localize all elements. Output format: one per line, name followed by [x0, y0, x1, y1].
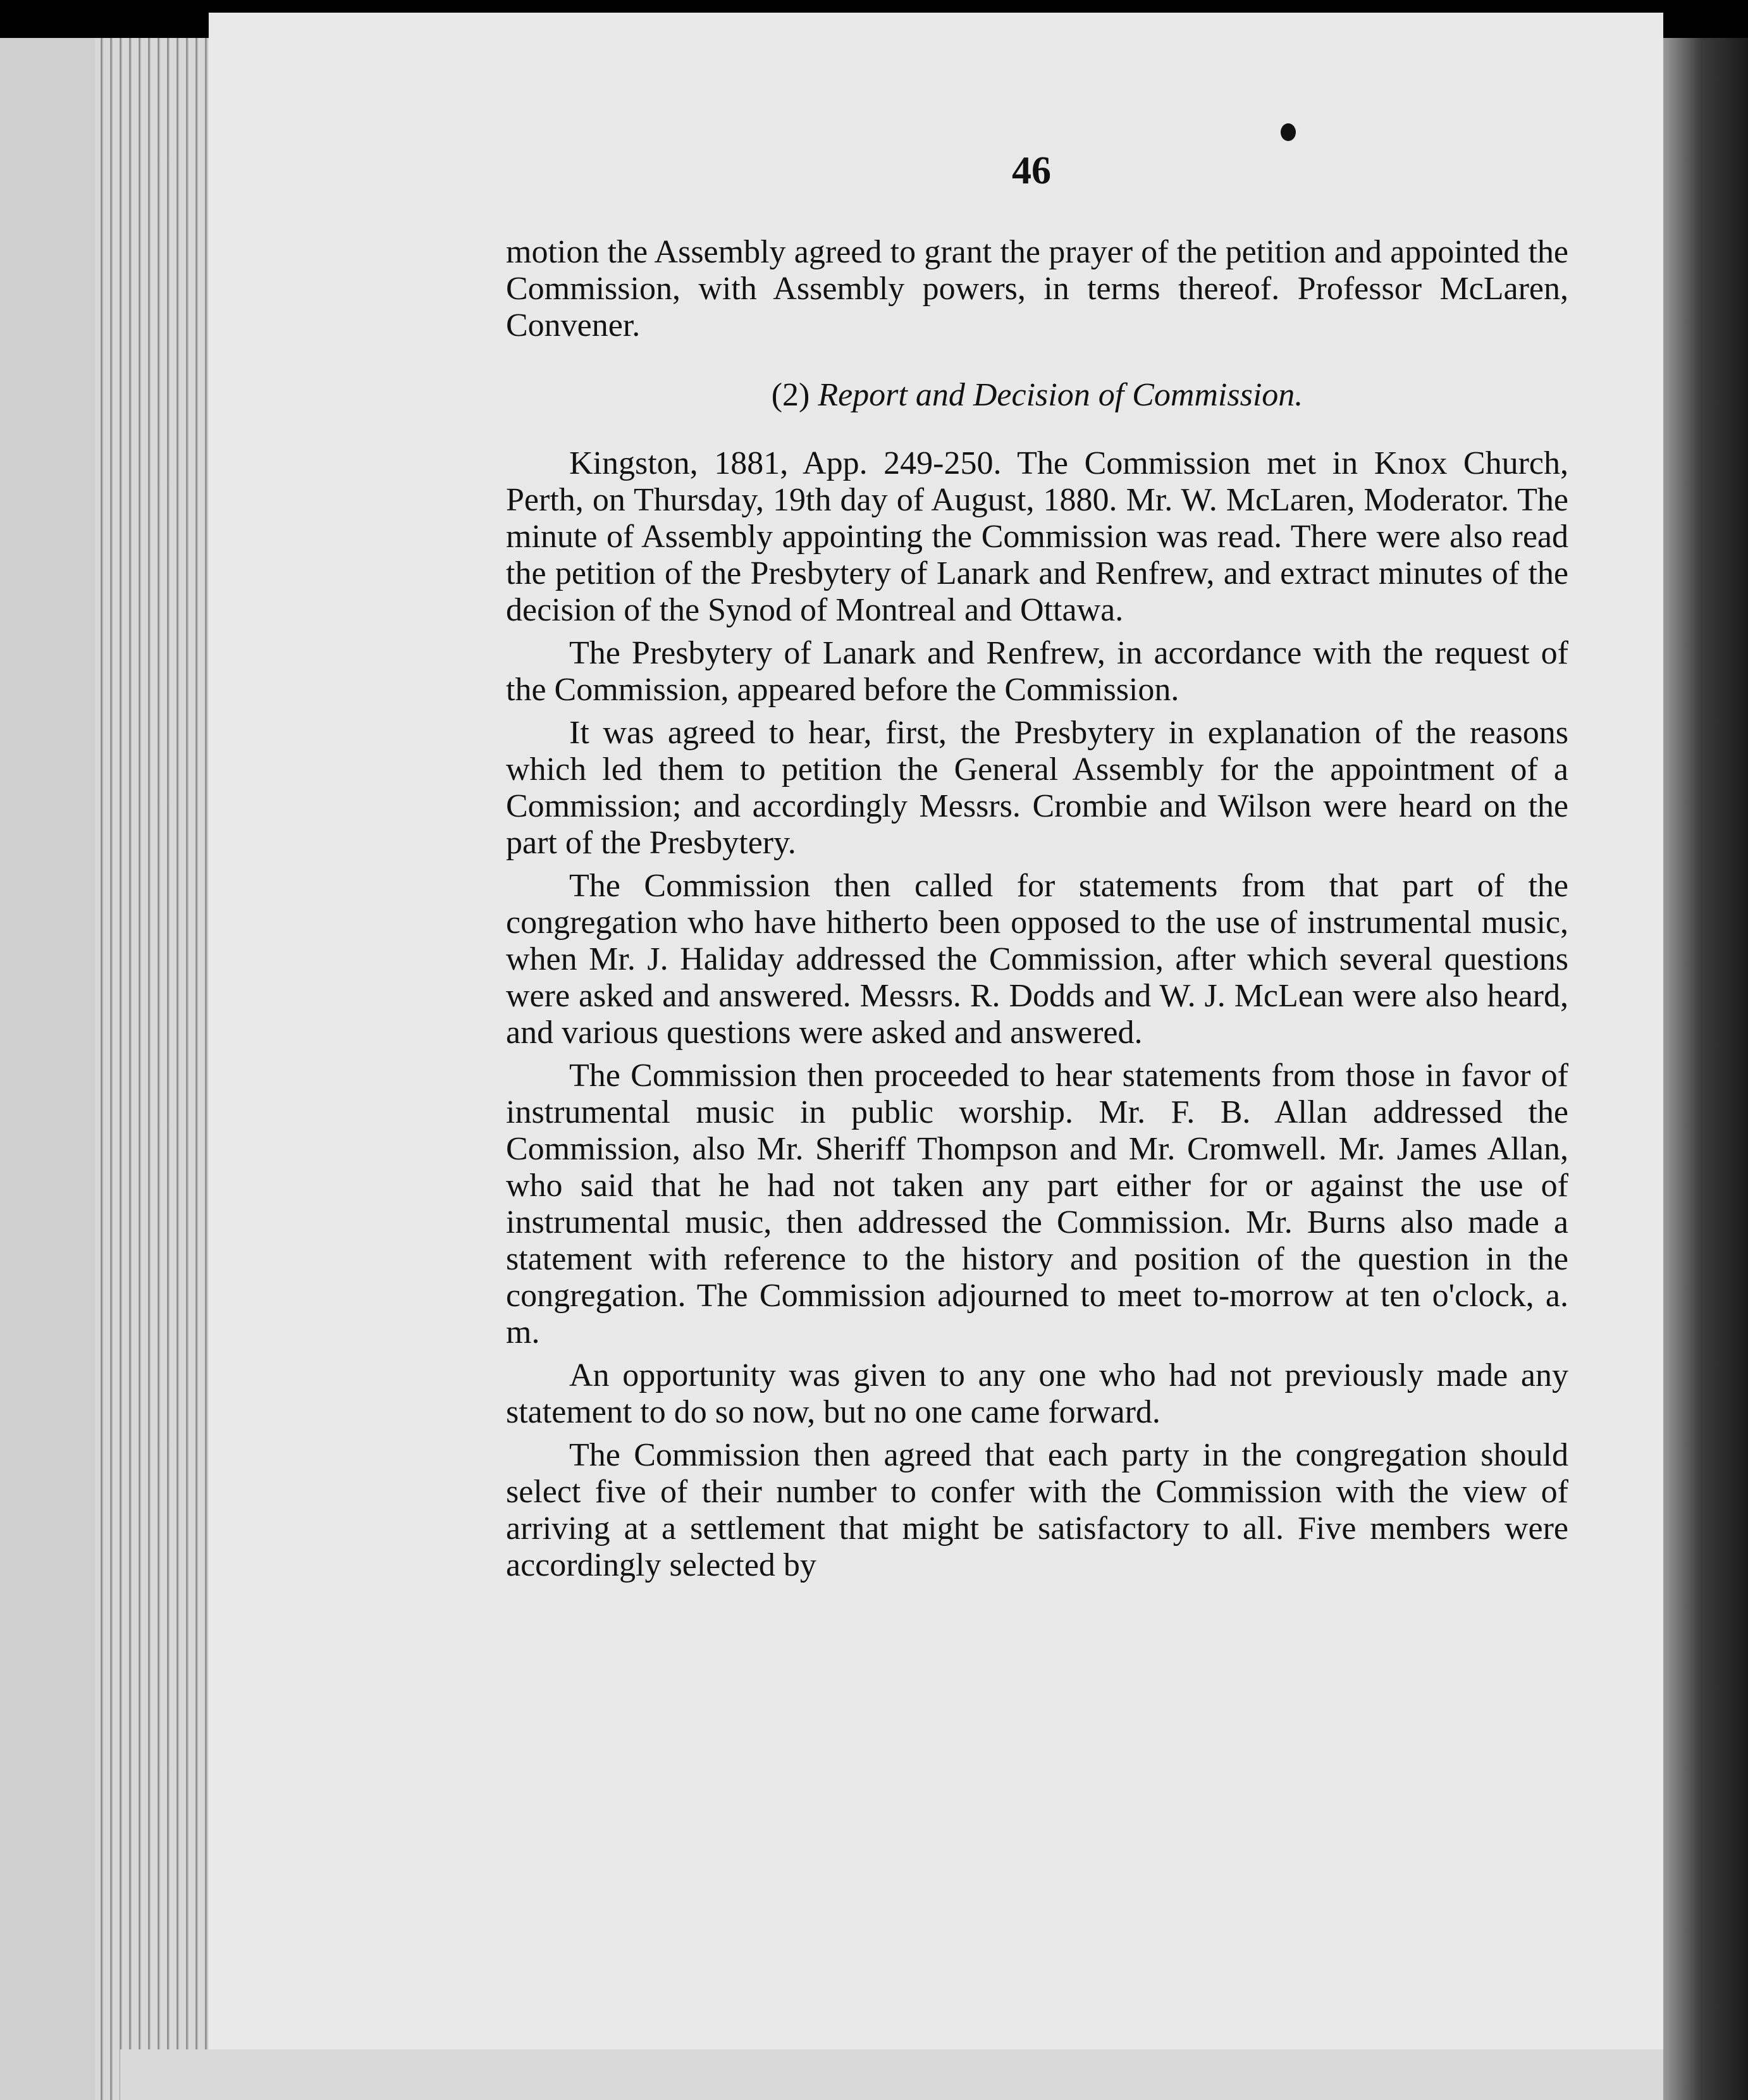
page-edges — [95, 0, 221, 2100]
section-number: (2) — [771, 377, 810, 413]
section-title: Report and Decision of Commission. — [818, 377, 1303, 413]
paragraph: The Commission then agreed that each party in the congregation should select five of their number to confer with the Commission with the view of arriving at a settlement that might be satisfactory to all. Five members were accordingly selected by — [506, 1437, 1568, 1583]
bottom-shadow — [120, 2049, 1663, 2100]
book-binding-edge — [1663, 38, 1748, 2100]
section-heading — [506, 377, 1568, 414]
ink-dot-mark — [1281, 123, 1296, 141]
paragraph: The Presbytery of Lanark and Renfrew, in accordance with the request of the Commission, appeared before the Commission. — [506, 635, 1568, 708]
paragraph: The Commission then called for statements from that part of the congregation who have hitherto been opposed to the use of instrumental music, when Mr. J. Haliday addressed the Commission, after which several questions were asked and answered. Messrs. R. Dodds and W. J. McLean were also heard, and various questions were asked and answered. — [506, 868, 1568, 1051]
paragraph: An opportunity was given to any one who had not previously made any statement to do so now, but no one came forward. — [506, 1357, 1568, 1430]
page-number: 46 — [1012, 149, 1051, 192]
paragraph: It was agreed to hear, first, the Presbytery in explanation of the reasons which led them to petition the General Assembly for the appointment of a Commission; and accordingly Messrs. Crombie and Wilson were heard on the part of the Presbytery. — [506, 715, 1568, 861]
paragraph: The Commission then proceeded to hear statements from those in favor of instrumental music in public worship. Mr. F. B. Allan addressed the Commission, also Mr. Sheriff Thompson and Mr. Cromwell. Mr. James Allan, who said that he had not taken any part either for or against the use of instrumental music, then addressed the Commission. Mr. Burns also made a statement with reference to the history and position of the question in the congregation. The Commission adjourned to meet to-morrow at ten o'clock, a. m. — [506, 1058, 1568, 1350]
paragraph: Kingston, 1881, App. 249-250. The Commission met in Knox Church, Perth, on Thursday, 19th day of August, 1880. Mr. W. McLaren, Moderator. The minute of Assembly appointing the Commission was read. There were also read the petition of the Presbytery of Lanark and Renfrew, and extract minutes of the decision of the Synod of Montreal and Ottawa. — [506, 445, 1568, 628]
page-body — [506, 234, 1568, 1590]
paragraph-continuation: motion the Assembly agreed to grant the prayer of the petition and appointed the Commission, with Assembly powers, in terms thereof. Professor McLaren, Convener. — [506, 234, 1568, 343]
